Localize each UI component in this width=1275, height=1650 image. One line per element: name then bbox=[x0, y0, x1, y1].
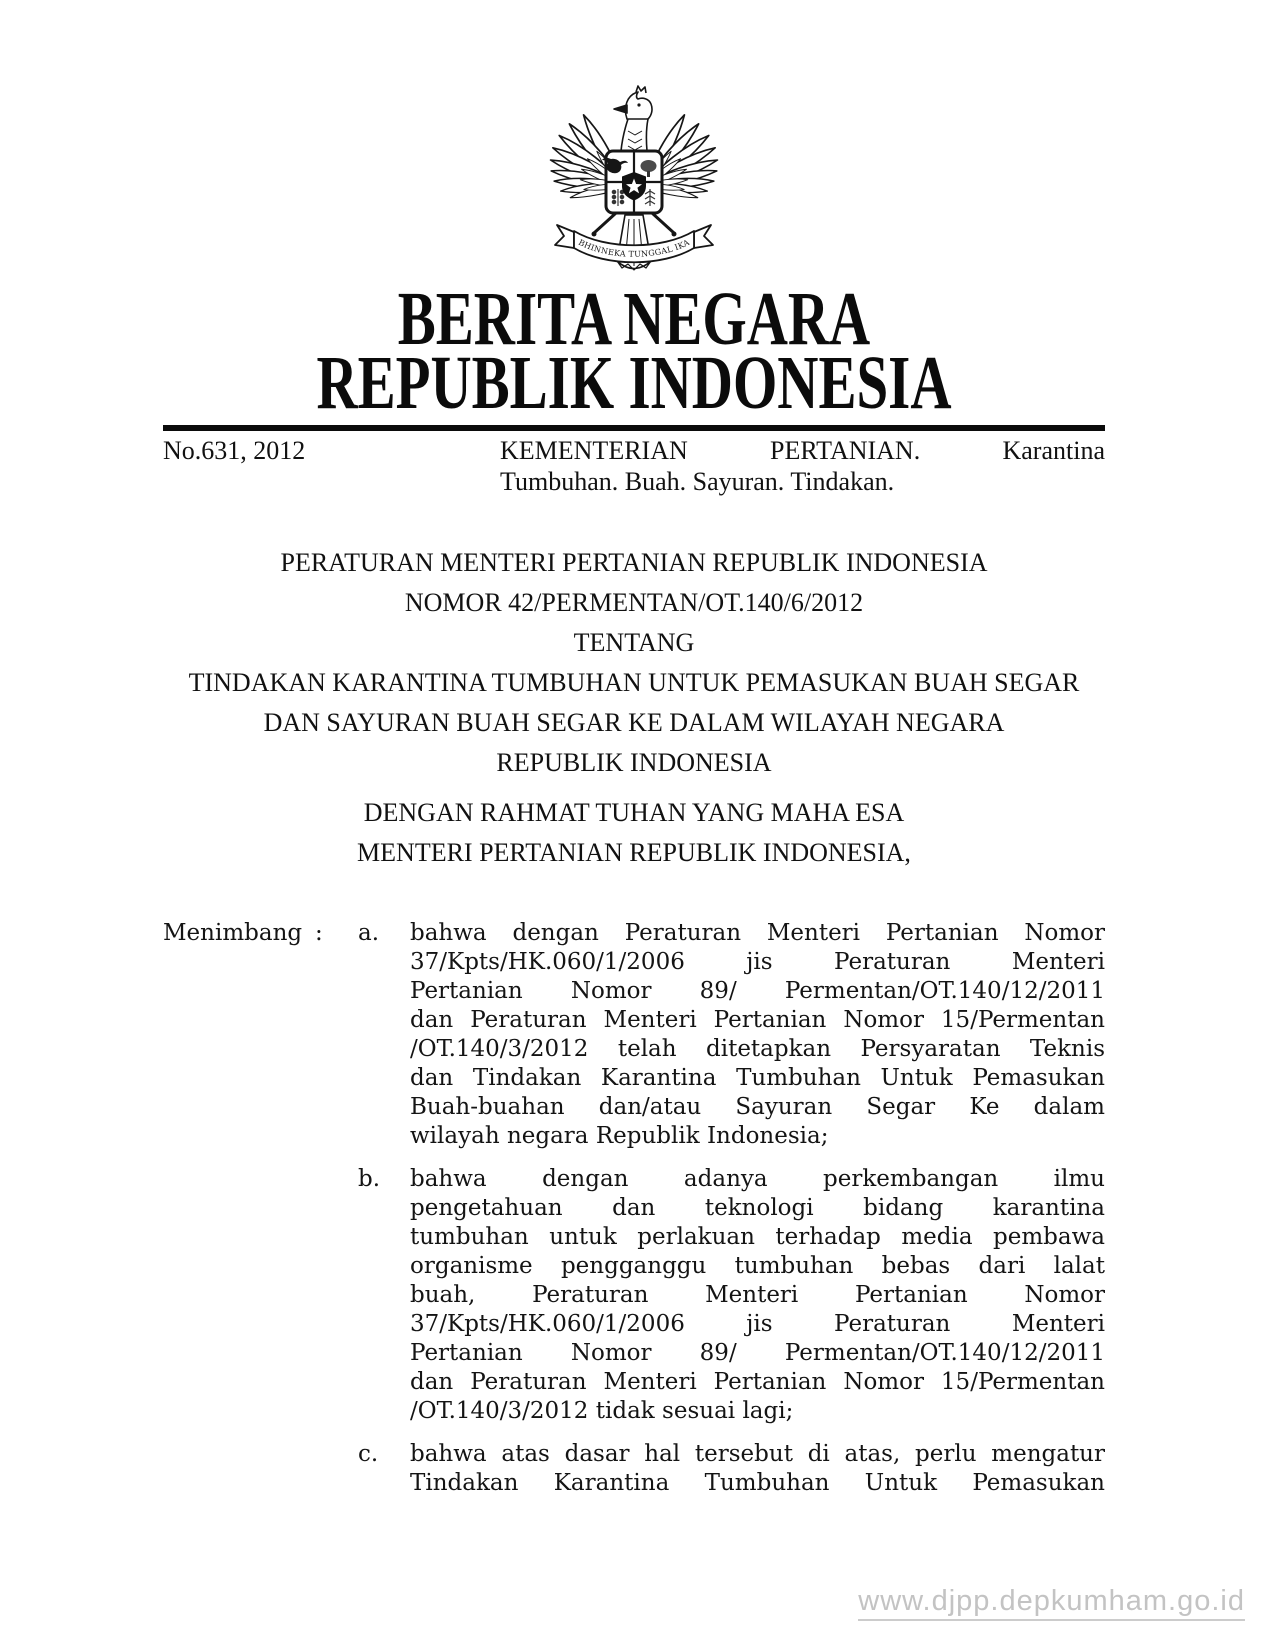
watermark-link[interactable]: www.djpp.depkumham.go.id bbox=[858, 1585, 1245, 1621]
text-line: bahwa dengan Peraturan Menteri Pertanian Nomor bbox=[410, 920, 1105, 946]
text-line: /OT.140/3/2012 telah ditetapkan Persyaratan Teknis bbox=[410, 1036, 1105, 1062]
text-line: organisme pengganggu tumbuhan bebas dari lalat bbox=[410, 1253, 1105, 1279]
text-line: Buah-buahan dan/atau Sayuran Segar Ke dalam bbox=[410, 1094, 1105, 1120]
garuda-head bbox=[614, 86, 652, 151]
text-line: tumbuhan untuk perlakuan terhadap media pembawa bbox=[410, 1224, 1105, 1250]
pancasila-shield bbox=[602, 151, 662, 213]
gazette-header bbox=[163, 435, 1105, 497]
padi-kapas-icon bbox=[612, 189, 623, 206]
text-line: dan Peraturan Menteri Pertanian Nomor 15/Permentan bbox=[410, 1007, 1105, 1033]
considering-section bbox=[163, 919, 1105, 1498]
gazette-subject-line1: KEMENTERIAN PERTANIAN. Karantina bbox=[500, 436, 1105, 465]
considering-item-b bbox=[163, 1165, 1105, 1426]
text-line: dan Peraturan Menteri Pertanian Nomor 15/Permentan bbox=[410, 1369, 1105, 1395]
text-line: REPUBLIK INDONESIA bbox=[496, 748, 772, 777]
garuda-emblem-svg bbox=[544, 85, 724, 281]
masthead bbox=[163, 277, 1105, 425]
text-line: Tindakan Karantina Tumbuhan Untuk Pemasukan bbox=[410, 1470, 1105, 1496]
text-line: buah, Peraturan Menteri Pertanian Nomor bbox=[410, 1282, 1105, 1308]
item-marker: b. bbox=[358, 1166, 381, 1192]
masthead-line2: REPUBLIK INDONESIA bbox=[316, 341, 952, 425]
text-line: dan Tindakan Karantina Tumbuhan Untuk Pemasukan bbox=[410, 1065, 1105, 1091]
text-line: TENTANG bbox=[573, 628, 695, 657]
item-marker: a. bbox=[358, 920, 380, 946]
text-line: NOMOR 42/PERMENTAN/OT.140/6/2012 bbox=[404, 588, 864, 617]
text-line: Pertanian Nomor 89/ Permentan/OT.140/12/2011 bbox=[410, 1340, 1105, 1366]
text-line: bahwa dengan adanya perkembangan ilmu bbox=[410, 1166, 1105, 1192]
text-line: DAN SAYURAN BUAH SEGAR KE DALAM WILAYAH NEGARA bbox=[263, 708, 1005, 737]
gazette-subject-line2: Tumbuhan. Buah. Sayuran. Tindakan. bbox=[500, 467, 895, 496]
regulation-title bbox=[163, 543, 1105, 783]
text-line: bahwa atas dasar hal tersebut di atas, perlu mengatur bbox=[410, 1441, 1105, 1467]
item-text bbox=[410, 1165, 1105, 1426]
item-text bbox=[410, 919, 1105, 1151]
item-text bbox=[410, 1440, 1105, 1498]
authority-line: MENTERI PERTANIAN REPUBLIK INDONESIA, bbox=[357, 838, 911, 867]
item-marker: c. bbox=[358, 1441, 379, 1467]
considering-item-a bbox=[163, 919, 1105, 1151]
text-line: 37/Kpts/HK.060/1/2006 jis Peraturan Menteri bbox=[410, 949, 1105, 975]
text-line: 37/Kpts/HK.060/1/2006 jis Peraturan Menteri bbox=[410, 1311, 1105, 1337]
text-line: TINDAKAN KARANTINA TUMBUHAN UNTUK PEMASUKAN BUAH SEGAR bbox=[188, 668, 1080, 697]
considering-item-c bbox=[163, 1440, 1105, 1498]
text-line: wilayah negara Republik Indonesia; bbox=[410, 1123, 829, 1149]
masthead-line1: BERITA NEGARA bbox=[397, 277, 871, 361]
considering-label: Menimbang bbox=[163, 920, 303, 946]
garuda-pancasila-emblem bbox=[163, 85, 1105, 281]
gazette-number: No.631, 2012 bbox=[163, 436, 306, 465]
gazette-subject bbox=[500, 435, 1105, 497]
considering-colon: : bbox=[315, 920, 323, 946]
text-line: PERATURAN MENTERI PERTANIAN REPUBLIK INDONESIA bbox=[280, 548, 988, 577]
invocation-line: DENGAN RAHMAT TUHAN YANG MAHA ESA bbox=[363, 798, 905, 827]
text-line: pengetahuan dan teknologi bidang karantina bbox=[410, 1195, 1105, 1221]
motto-text: BHINNEKA TUNGGAL IKA bbox=[576, 237, 692, 259]
text-line: Pertanian Nomor 89/ Permentan/OT.140/12/2011 bbox=[410, 978, 1105, 1004]
text-line: /OT.140/3/2012 tidak sesuai lagi; bbox=[410, 1398, 794, 1424]
masthead-divider bbox=[163, 425, 1105, 431]
invocation-block bbox=[163, 793, 1105, 873]
